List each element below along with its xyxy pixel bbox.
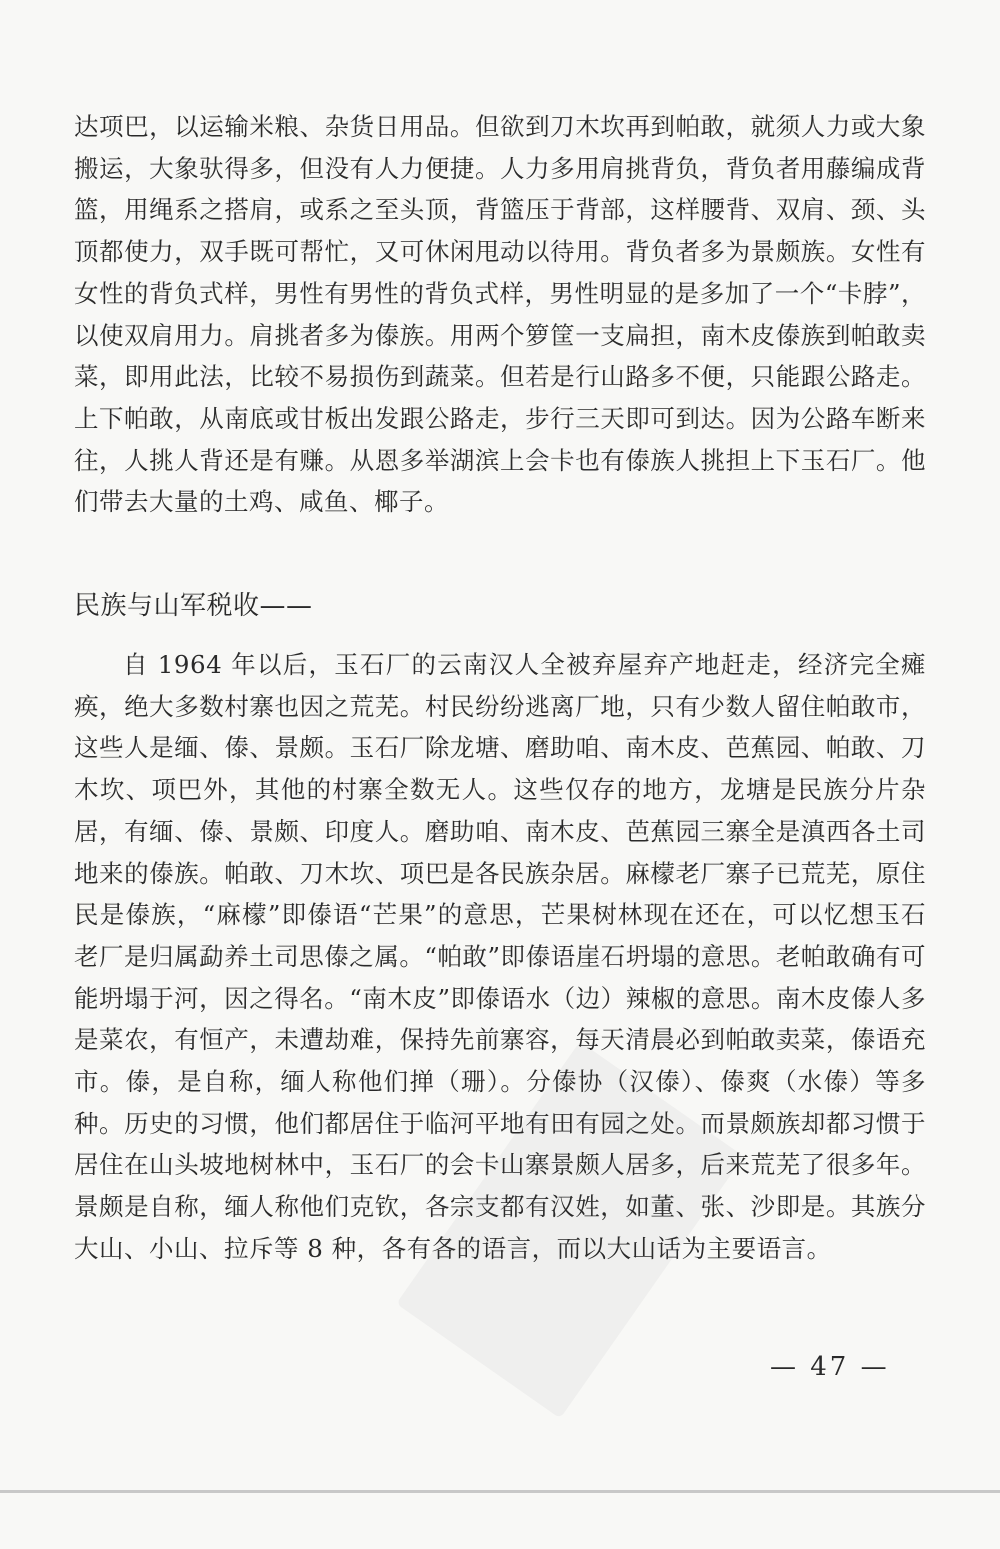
paragraph-ethnic-groups [74, 644, 926, 1270]
paragraph-text: 达项巴，以运输米粮、杂货日用品。但欲到刀木坎再到帕敢，就须人力或大象搬运，大象驮得多，但没有人力便捷。人力多用肩挑背负，背负者用藤编成背篮，用绳系之搭肩，或系之至头顶，背篮压于背部，这样腰背、双肩、颈、头顶都使力，双手既可帮忙，又可休闲甩动以待用。背负者多为景颇族。女性有女性的背负式样，男性有男性的背负式样，男性明显的是多加了一个“卡脖”，以使双肩用力。肩挑者多为傣族。用两个箩筐一支扁担，南木皮傣族到帕敢卖菜，即用此法，比较不易损伤到蔬菜。但若是行山路多不便，只能跟公路走。上下帕敢，从南底或甘板出发跟公路走，步行三天即可到达。因为公路车断来往，人挑人背还是有赚。从恩多举湖滨上会卡也有傣族人挑担上下玉石厂。他们带去大量的土鸡、咸鱼、椰子。 [74, 112, 926, 517]
page-bottom-edge [0, 1490, 1000, 1493]
section-heading: 民族与山军税收—— [74, 591, 313, 621]
page-number: — 47 — [770, 1352, 890, 1382]
paragraph-text: 自 1964 年以后，玉石厂的云南汉人全被弃屋弃产地赶走，经济完全瘫痪，绝大多数村寨也因之荒芜。村民纷纷逃离厂地，只有少数人留住帕敢市，这些人是缅、傣、景颇。玉石厂除龙塘、磨助咱、南木皮、芭蕉园、帕敢、刀木坎、项巴外，其他的村寨全数无人。这些仅存的地方，龙塘是民族分片杂居，有缅、傣、景颇、印度人。磨助咱、南木皮、芭蕉园三寨全是滇西各土司地来的傣族。帕敢、刀木坎、项巴是各民族杂居。麻檬老厂寨子已荒芜，原住民是傣族，“麻檬”即傣语“芒果”的意思，芒果树林现在还在，可以忆想玉石老厂是归属勐养土司思傣之属。“帕敢”即傣语崖石坍塌的意思。老帕敢确有可能坍塌于河，因之得名。“南木皮”即傣语水（边）辣椒的意思。南木皮傣人多是菜农，有恒产，未遭劫难，保持先前寨容，每天清晨必到帕敢卖菜，傣语充市。傣，是自称，缅人称他们掸（珊）。分傣协（汉傣）、傣爽（水傣）等多种。历史的习惯，他们都居住于临河平地有田有园之处。而景颇族却都习惯于居住在山头坡地树林中，玉石厂的会卡山寨景颇人居多，后来荒芜了很多年。景颇是自称，缅人称他们克钦，各宗支都有汉姓，如董、张、沙即是。其族分大山、小山、拉斥等 8 种，各有各的语言，而以大山话为主要语言。 [74, 650, 926, 1263]
paragraph-transport [74, 106, 926, 523]
